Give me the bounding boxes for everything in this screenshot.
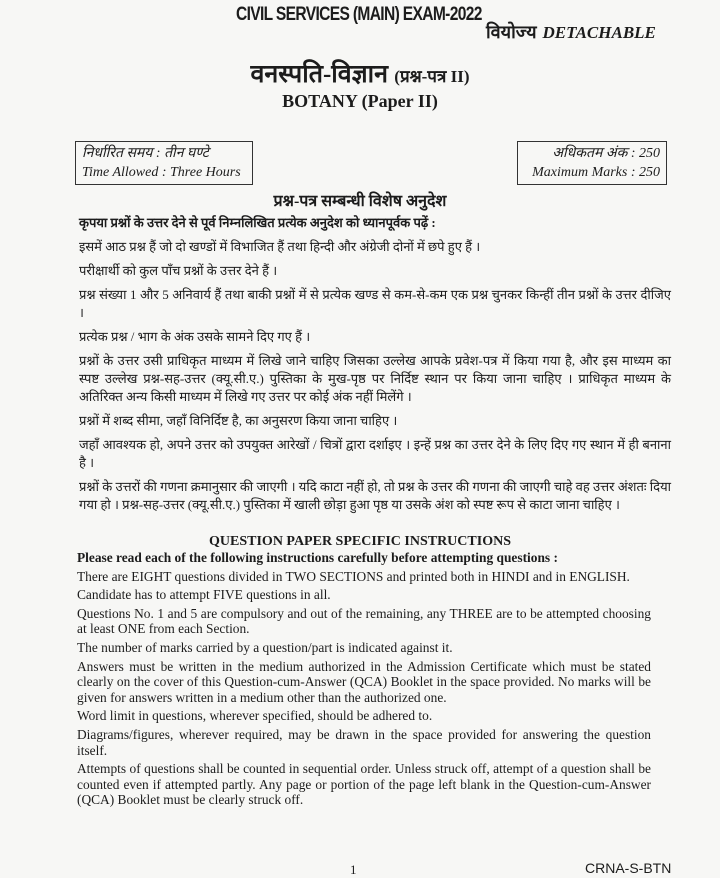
english-instruction-item: The number of marks carried by a question/part is indicated against it. [77, 639, 453, 655]
hindi-instruction-item: जहाँ आवश्यक हो, अपने उत्तर को उपयुक्त आरेखों / चित्रों द्वारा दर्शाइए । इन्हें प्रश्न का उत्तर देने के लिए दिए गए स्थान में ही बनाना है । [79, 437, 671, 470]
hindi-instruction-item: प्रश्न संख्या 1 और 5 अनिवार्य हैं तथा बाकी प्रश्नों में से प्रत्येक खण्ड से कम-से-कम एक प्रश्न चुनकर किन्हीं तीन प्रश्नों के उत्तर दीजिए । [79, 287, 671, 320]
page-number: 1 [350, 862, 357, 877]
english-instruction-item: Diagrams/figures, wherever required, may be drawn in the space provided for answering the question itself. [77, 726, 651, 758]
hindi-instruction-item: प्रत्येक प्रश्न / भाग के अंक उसके सामने दिए गए हैं । [79, 329, 311, 344]
detachable-english: DETACHABLE [542, 23, 656, 42]
english-instructions-heading: QUESTION PAPER SPECIFIC INSTRUCTIONS [209, 534, 511, 549]
hindi-instructions-lead: कृपया प्रश्नों के उत्तर देने से पूर्व निम्नलिखित प्रत्येक अनुदेश को ध्यानपूर्वक पढ़ें : [79, 215, 436, 230]
hindi-instructions-heading: प्रश्न-पत्र सम्बन्धी विशेष अनुदेश [273, 193, 447, 210]
english-instruction-item: Attempts of questions shall be counted in sequential order. Unless struck off, attempt of a question shall be counted even if attempted partly. Any page or portion of the page left blank in the Question-cum-Answer (QCA) Booklet must be clearly struck off. [77, 761, 651, 808]
english-instruction-item: Questions No. 1 and 5 are compulsory and out of the remaining, any THREE are to be attempted choosing at least ONE from each Section. [77, 605, 651, 637]
english-instruction-item: There are EIGHT questions divided in TWO SECTIONS and printed both in HINDI and in ENGLISH. [77, 568, 630, 584]
maximum-marks-box [517, 141, 667, 185]
time-allowed-english: Time Allowed : Three Hours [82, 165, 241, 180]
english-instructions-lead: Please read each of the following instructions carefully before attempting questions : [77, 550, 558, 565]
maximum-marks-hindi: अधिकतम अंक : 250 [552, 146, 660, 161]
hindi-instruction-item: प्रश्नों में शब्द सीमा, जहाँ विनिर्दिष्ट है, का अनुसरण किया जाना चाहिए । [79, 413, 398, 428]
hindi-instruction-item: परीक्षार्थी को कुल पाँच प्रश्नों के उत्तर देने हैं । [79, 263, 278, 278]
time-allowed-box [75, 141, 253, 185]
detachable-label [486, 20, 656, 44]
paper-code: CRNA-S-BTN [585, 860, 672, 876]
english-instruction-item: Answers must be written in the medium authorized in the Admission Certificate which must be stated clearly on the cover of this Question-cum-Answer (QCA) Booklet in the space provided. No marks will be given for answers written in a medium other than the authorized one. [77, 658, 651, 705]
english-instruction-item: Word limit in questions, wherever specified, should be adhered to. [77, 708, 433, 724]
exam-title: CIVIL SERVICES (MAIN) EXAM-2022 [236, 4, 482, 25]
hindi-paper-label: (प्रश्न-पत्र II) [394, 67, 470, 86]
hindi-title-text: वनस्पति-विज्ञान [250, 61, 389, 88]
detachable-hindi: वियोज्य [486, 22, 537, 42]
hindi-subject-title [0, 56, 720, 90]
hindi-instruction-item: प्रश्नों के उत्तर उसी प्राधिकृत माध्यम में लिखे जाने चाहिए जिसका उल्लेख आपके प्रवेश-पत्र में किया गया है, और इस माध्यम का स्पष्ट उल्लेख प्रश्न-सह-उत्तर (क्यू.सी.ए.) पुस्तिका के मुख-पृष्ठ पर निर्दिष्ट स्थान पर किया जाना चाहिए । प्राधिकृत माध्यम के अतिरिक्त अन्य किसी माध्यम में लिखे गए उत्तर पर कोई अंक नहीं मिलेंगे । [79, 353, 671, 404]
hindi-instructions [79, 214, 671, 520]
maximum-marks-english: Maximum Marks : 250 [532, 165, 660, 180]
english-instruction-item: Candidate has to attempt FIVE questions in all. [77, 587, 331, 603]
english-instructions [77, 550, 651, 811]
hindi-instruction-item: इसमें आठ प्रश्न हैं जो दो खण्डों में विभाजित हैं तथा हिन्दी और अंग्रेजी दोनों में छपे हुए हैं । [79, 239, 481, 254]
hindi-instruction-item: प्रश्नों के उत्तरों की गणना क्रमानुसार की जाएगी । यदि काटा नहीं हो, तो प्रश्न के उत्तर की गणना की जाएगी चाहे वह उत्तर अंशतः दिया गया हो । प्रश्न-सह-उत्तर (क्यू.सी.ए.) पुस्तिका में खाली छोड़ा हुआ पृष्ठ या उसके अंश को स्पष्ट रूप से काटा जाना चाहिए । [79, 479, 671, 512]
english-subject-title: BOTANY (Paper II) [282, 91, 438, 111]
time-allowed-hindi: निर्धारित समय : तीन घण्टे [82, 146, 209, 161]
